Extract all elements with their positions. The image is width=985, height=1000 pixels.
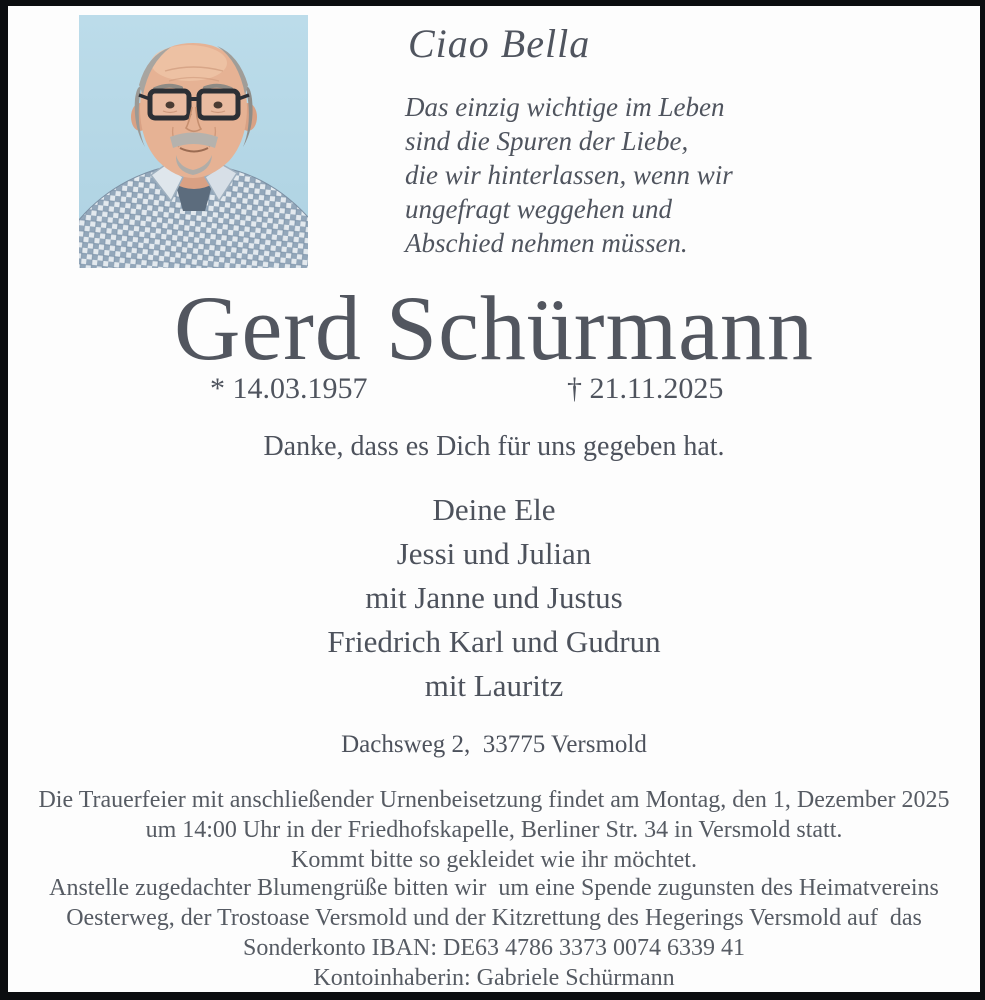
funeral-line: um 14:00 Uhr in der Friedhofskapelle, Berliner Str. 34 in Versmold statt. xyxy=(145,817,843,843)
funeral-line: Die Trauerfeier mit anschließender Urnenbeisetzung findet am Montag, den 1, Dezember 2025 xyxy=(38,787,950,813)
family-line: Deine Ele xyxy=(432,492,556,527)
donation-info xyxy=(8,873,980,992)
funeral-line: Kommt bitte so gekleidet wie ihr möchtet. xyxy=(291,847,697,873)
family-line: Friedrich Karl und Gudrun xyxy=(327,624,661,659)
family-line: mit Lauritz xyxy=(424,668,564,703)
verse-line: die wir hinterlassen, wenn wir xyxy=(405,160,733,190)
verse-line: Abschied nehmen müssen. xyxy=(405,228,688,258)
donation-line: Sonderkonto IBAN: DE63 4786 3373 0074 6339 41 xyxy=(243,935,745,961)
family-line: Jessi und Julian xyxy=(396,536,592,571)
family-line: mit Janne und Justus xyxy=(365,580,623,615)
memorial-verse xyxy=(405,90,733,260)
death-date: † 21.11.2025 xyxy=(567,372,724,405)
portrait-photo xyxy=(79,15,308,268)
life-dates xyxy=(8,372,980,414)
donation-line: Anstelle zugedachter Blumengrüße bitten wir um eine Spende zugunsten des Heimatvereins xyxy=(49,875,939,901)
family-list xyxy=(8,488,980,708)
verse-line: ungefragt weggehen und xyxy=(405,194,672,224)
thanks-line: Danke, dass es Dich für uns gegeben hat. xyxy=(263,431,725,462)
verse-line: sind die Spuren der Liebe, xyxy=(405,126,689,156)
deceased-name: Gerd Schürmann xyxy=(174,277,814,379)
donation-line: Kontoinhaberin: Gabriele Schürmann xyxy=(313,965,675,991)
verse-line: Das einzig wichtige im Leben xyxy=(405,92,725,122)
obituary-card xyxy=(8,6,980,992)
donation-line: Oesterweg, der Trostoase Versmold und der Kitzrettung des Hegerings Versmold auf das xyxy=(66,905,922,931)
address-line: Dachsweg 2, 33775 Versmold xyxy=(341,731,647,758)
birth-date: * 14.03.1957 xyxy=(210,372,368,405)
funeral-info xyxy=(8,785,980,875)
headline-ciao-bella: Ciao Bella xyxy=(408,21,591,66)
